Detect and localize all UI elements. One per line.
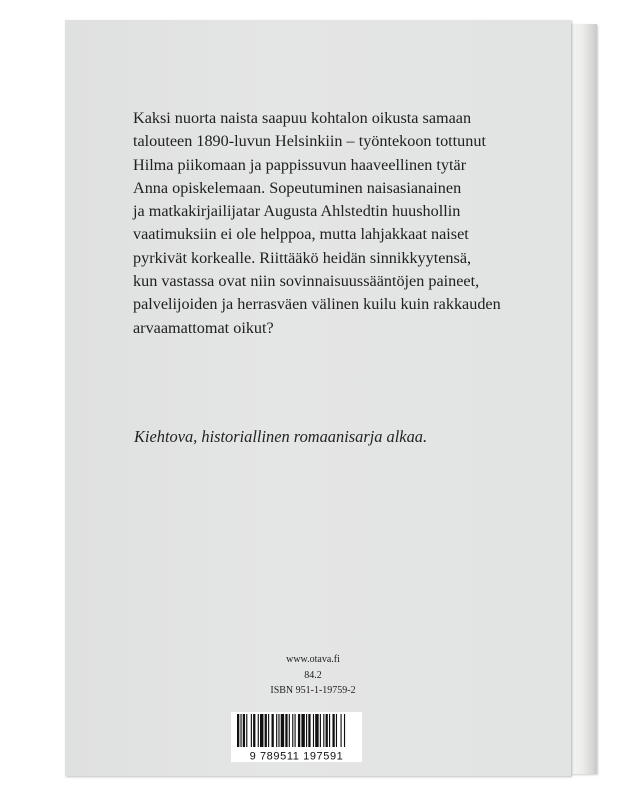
barcode-bar bbox=[301, 714, 304, 747]
barcode-bar bbox=[313, 714, 314, 747]
blurb-line: ja matkakirjailijatar Augusta Ahlstedtin huushollin bbox=[133, 202, 461, 221]
barcode-bar bbox=[268, 714, 269, 747]
barcode-bar bbox=[326, 714, 328, 747]
barcode-bar bbox=[298, 714, 300, 747]
isbn-number: ISBN 951-1-19759-2 bbox=[270, 685, 356, 696]
barcode-bar bbox=[285, 714, 287, 747]
book-spine-edge bbox=[571, 24, 597, 774]
blurb-line: palvelijoiden ja herrasväen välinen kuilu kuin rakkauden bbox=[133, 295, 501, 314]
barcode-bar bbox=[295, 714, 296, 747]
series-tagline: Kiehtova, historiallinen romaanisarja alkaa. bbox=[134, 427, 428, 446]
barcode-bar bbox=[276, 714, 277, 747]
publisher-website: www.otava.fi bbox=[286, 654, 340, 665]
barcode-bar bbox=[251, 714, 252, 747]
barcode-bar bbox=[272, 714, 274, 747]
barcode-bar bbox=[341, 714, 342, 747]
barcode-bar bbox=[308, 714, 310, 747]
barcode-bar bbox=[265, 714, 267, 747]
blurb-line: vaatimuksiin ei ole helppoa, mutta lahjakkaat naiset bbox=[133, 225, 469, 244]
blurb-line: kun vastassa ovat niin sovinnaisuussääntöjen paineet, bbox=[133, 272, 480, 291]
barcode-digits: 9 789511 197591 bbox=[249, 750, 344, 762]
barcode-bar bbox=[306, 714, 307, 747]
barcode-bar bbox=[329, 714, 330, 747]
barcode-graphic bbox=[231, 712, 362, 762]
barcode-bar bbox=[289, 714, 290, 747]
blurb-line: Kaksi nuorta naista saapuu kohtalon oikusta samaan bbox=[133, 109, 472, 127]
barcode bbox=[231, 712, 362, 762]
blurb-line: Anna opiskelemaan. Sopeutuminen naisasianainen bbox=[133, 178, 462, 197]
publisher-info bbox=[248, 652, 378, 699]
barcode-bar bbox=[278, 714, 279, 747]
barcode-bar bbox=[253, 714, 255, 747]
blurb-line: talouteen 1890-luvun Helsinkiin – työntekoon tottunut bbox=[133, 132, 486, 151]
blurb-line: Hilma piikomaan ja pappissuvun haaveellinen tytär bbox=[133, 155, 467, 174]
barcode-bar bbox=[344, 714, 345, 747]
library-classification: 84.2 bbox=[304, 669, 322, 681]
blurb-line: arvaamattomat oikut? bbox=[133, 318, 274, 337]
barcode-bar bbox=[320, 714, 321, 747]
barcode-bar bbox=[315, 714, 318, 747]
barcode-bar bbox=[258, 714, 259, 747]
barcode-bar bbox=[336, 714, 337, 747]
barcode-bar bbox=[281, 714, 284, 747]
barcode-bar bbox=[323, 714, 324, 747]
blurb-text bbox=[133, 107, 513, 340]
barcode-bar bbox=[260, 714, 263, 747]
barcode-bar bbox=[243, 714, 245, 747]
barcode-bar bbox=[237, 714, 239, 747]
barcode-bar bbox=[332, 714, 334, 747]
barcode-bar bbox=[246, 714, 247, 747]
barcode-bar bbox=[240, 714, 241, 747]
blurb-line: pyrkivät korkealle. Riittääkö heidän sinnikkyytensä, bbox=[133, 248, 472, 267]
barcode-bar bbox=[292, 714, 293, 747]
